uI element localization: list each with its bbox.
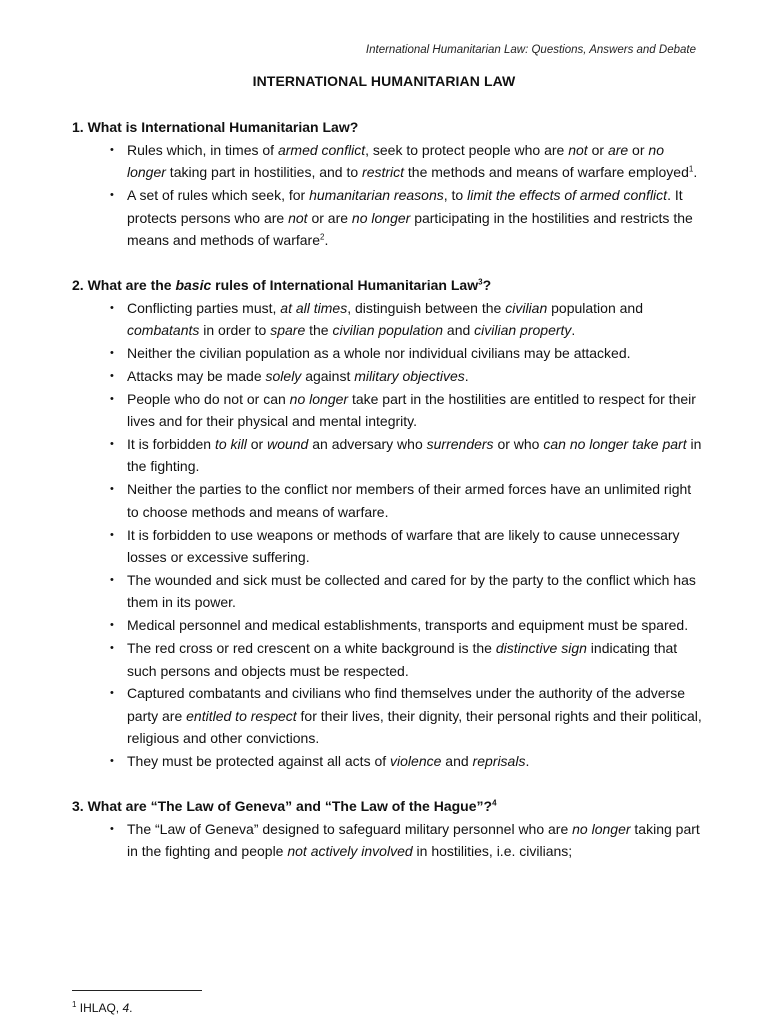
bullet-text: surrenders <box>426 435 494 452</box>
heading-text: 3. What are “The Law of Geneva” and “The Law of the Hague”? <box>72 797 493 814</box>
bullet-text: humanitarian reasons <box>309 187 444 204</box>
bullet-text: no longer <box>289 390 349 407</box>
document-title: INTERNATIONAL HUMANITARIAN LAW <box>252 73 516 89</box>
bullet-item <box>72 637 702 682</box>
bullet-text: for their lives, their dignity, their personal rights and their political, religious and other convictions. <box>127 707 702 747</box>
question-heading <box>72 795 702 817</box>
bullet-item <box>72 342 702 364</box>
bullet-text: . <box>324 232 329 249</box>
bullet-text: It is forbidden <box>127 435 215 452</box>
bullet-text: take part in the hostilities are entitled to respect for their lives and for their physical and mental integrity. <box>127 390 696 430</box>
bullet-text: no longer <box>351 209 411 226</box>
bullet-text: or <box>246 435 268 452</box>
bullet-list <box>72 297 702 773</box>
heading-text: ? <box>482 276 492 293</box>
bullet-text: the methods and means of warfare employed <box>404 164 689 181</box>
bullet-item <box>72 184 702 251</box>
bullet-text: wound <box>267 435 309 452</box>
bullet-text: spare <box>270 321 306 338</box>
bullet-text: . It protects persons who are <box>127 187 683 226</box>
bullet-text: the <box>305 321 333 338</box>
bullet-text: not <box>568 142 588 158</box>
footnote <box>72 1001 133 1015</box>
bullet-text: Captured combatants and civilians who find themselves under the authority of the adverse party are <box>127 685 685 724</box>
footnote-reference: 3 <box>478 276 483 286</box>
bullet-item <box>72 139 702 184</box>
bullet-text: restrict <box>362 164 405 181</box>
bullet-text: , to <box>443 187 468 204</box>
bullet-text: indicating that such persons and objects must be respected. <box>127 640 678 679</box>
question-heading <box>72 116 702 138</box>
footnote-marker: 1 <box>72 1000 77 1009</box>
bullet-item <box>72 682 702 749</box>
bullet-list <box>72 139 702 252</box>
bullet-text: civilian <box>505 299 548 316</box>
bullet-text: taking part in the fighting and people <box>127 820 700 859</box>
bullet-item <box>72 569 702 614</box>
bullet-text: , seek to protect people who are <box>365 142 569 158</box>
bullet-item <box>72 297 702 342</box>
bullet-text: , distinguish between the <box>347 299 506 316</box>
bullet-text: civilian population <box>332 321 444 338</box>
running-header: International Humanitarian Law: Questions, Answers and Debate <box>365 44 696 56</box>
footnote-separator <box>72 990 202 991</box>
heading-text: 1. What is International Humanitarian Law? <box>72 119 359 135</box>
bullet-text: The “Law of Geneva” designed to safeguard military personnel who are <box>127 820 573 837</box>
bullet-text: or who <box>493 435 544 452</box>
bullet-text: are <box>607 142 629 158</box>
bullet-text: or <box>628 142 649 158</box>
bullet-text: or are <box>307 209 352 226</box>
bullet-text: no longer <box>127 142 664 181</box>
bullet-text: It is forbidden to use weapons or methods of warfare that are likely to cause unnecessary losses or excessive suffering. <box>127 526 680 565</box>
footnote-reference: 4 <box>492 797 497 807</box>
bullet-text: reprisals <box>472 753 526 770</box>
document-body <box>72 116 702 884</box>
heading-text: 2. What are the <box>72 276 176 293</box>
question-section <box>72 795 702 863</box>
bullet-text: People who do not or can <box>127 390 290 407</box>
bullet-text: against <box>301 367 355 384</box>
bullet-text: and <box>443 321 475 338</box>
bullet-text: population and <box>547 299 643 316</box>
bullet-text: in hostilities, i.e. civilians; <box>412 842 573 859</box>
bullet-text: civilian property <box>474 321 572 338</box>
footnote-italic: 4 <box>122 1001 130 1015</box>
bullet-text: military objectives <box>354 367 465 384</box>
bullet-item <box>72 614 702 636</box>
bullet-item <box>72 388 702 433</box>
bullet-text: in the fighting. <box>127 435 702 475</box>
bullet-text: taking part in hostilities, and to <box>165 164 363 181</box>
bullet-text: . <box>525 753 530 770</box>
bullet-item <box>72 750 702 772</box>
heading-text: rules of International Humanitarian Law <box>211 276 479 293</box>
bullet-text: distinctive sign <box>495 640 587 657</box>
footnote-reference: 1 <box>688 164 694 174</box>
bullet-list <box>72 818 702 863</box>
bullet-text: an adversary who <box>308 435 427 452</box>
bullet-text: not <box>288 209 308 226</box>
bullet-text: entitled to respect <box>186 707 297 724</box>
heading-text: basic <box>175 276 212 293</box>
bullet-text: violence <box>390 753 442 770</box>
bullet-text: armed conflict <box>277 142 366 158</box>
bullet-text: . <box>571 321 576 338</box>
bullet-text: to kill <box>214 435 247 452</box>
bullet-text: no longer <box>572 820 631 837</box>
bullet-text: and <box>441 753 473 770</box>
footnote-reference: 2 <box>320 232 325 242</box>
bullet-text: limit the effects of armed conflict <box>467 187 668 204</box>
bullet-text: at all times <box>280 299 348 316</box>
bullet-text: The red cross or red crescent on a white background is the <box>127 640 496 657</box>
bullet-text: solely <box>265 367 302 384</box>
bullet-text: A set of rules which seek, for <box>127 187 310 204</box>
bullet-text: They must be protected against all acts of <box>127 753 391 770</box>
bullet-text: in order to <box>199 321 271 338</box>
bullet-text: Neither the parties to the conflict nor members of their armed forces have an unlimited right to choose methods and means of warfare. <box>127 481 692 520</box>
question-section <box>72 274 702 773</box>
bullet-text: . <box>464 367 469 384</box>
bullet-text: participating in the hostilities and restricts the means and methods of warfare <box>127 209 693 249</box>
bullet-item <box>72 524 702 569</box>
footnote-text: IHLAQ, <box>76 1001 123 1015</box>
question-heading <box>72 274 702 296</box>
bullet-text: not actively involved <box>287 842 413 859</box>
bullet-text: The wounded and sick must be collected and cared for by the party to the conflict which has them in its power. <box>127 571 696 611</box>
footnote-end: . <box>129 1001 133 1015</box>
bullet-text: or <box>587 142 608 158</box>
bullet-text: Neither the civilian population as a whole nor individual civilians may be attacked. <box>127 344 631 361</box>
bullet-text: combatants <box>127 321 200 338</box>
bullet-item <box>72 433 702 478</box>
bullet-text: Attacks may be made <box>127 367 266 384</box>
bullet-text: Conflicting parties must, <box>127 299 281 316</box>
bullet-item <box>72 478 702 523</box>
bullet-text: Medical personnel and medical establishments, transports and equipment must be spared. <box>127 617 689 634</box>
bullet-text: . <box>693 164 698 181</box>
question-section <box>72 116 702 252</box>
bullet-text: can no longer take part <box>543 435 687 452</box>
bullet-text: Rules which, in times of <box>127 142 278 158</box>
bullet-item <box>72 365 702 387</box>
bullet-item <box>72 818 702 863</box>
